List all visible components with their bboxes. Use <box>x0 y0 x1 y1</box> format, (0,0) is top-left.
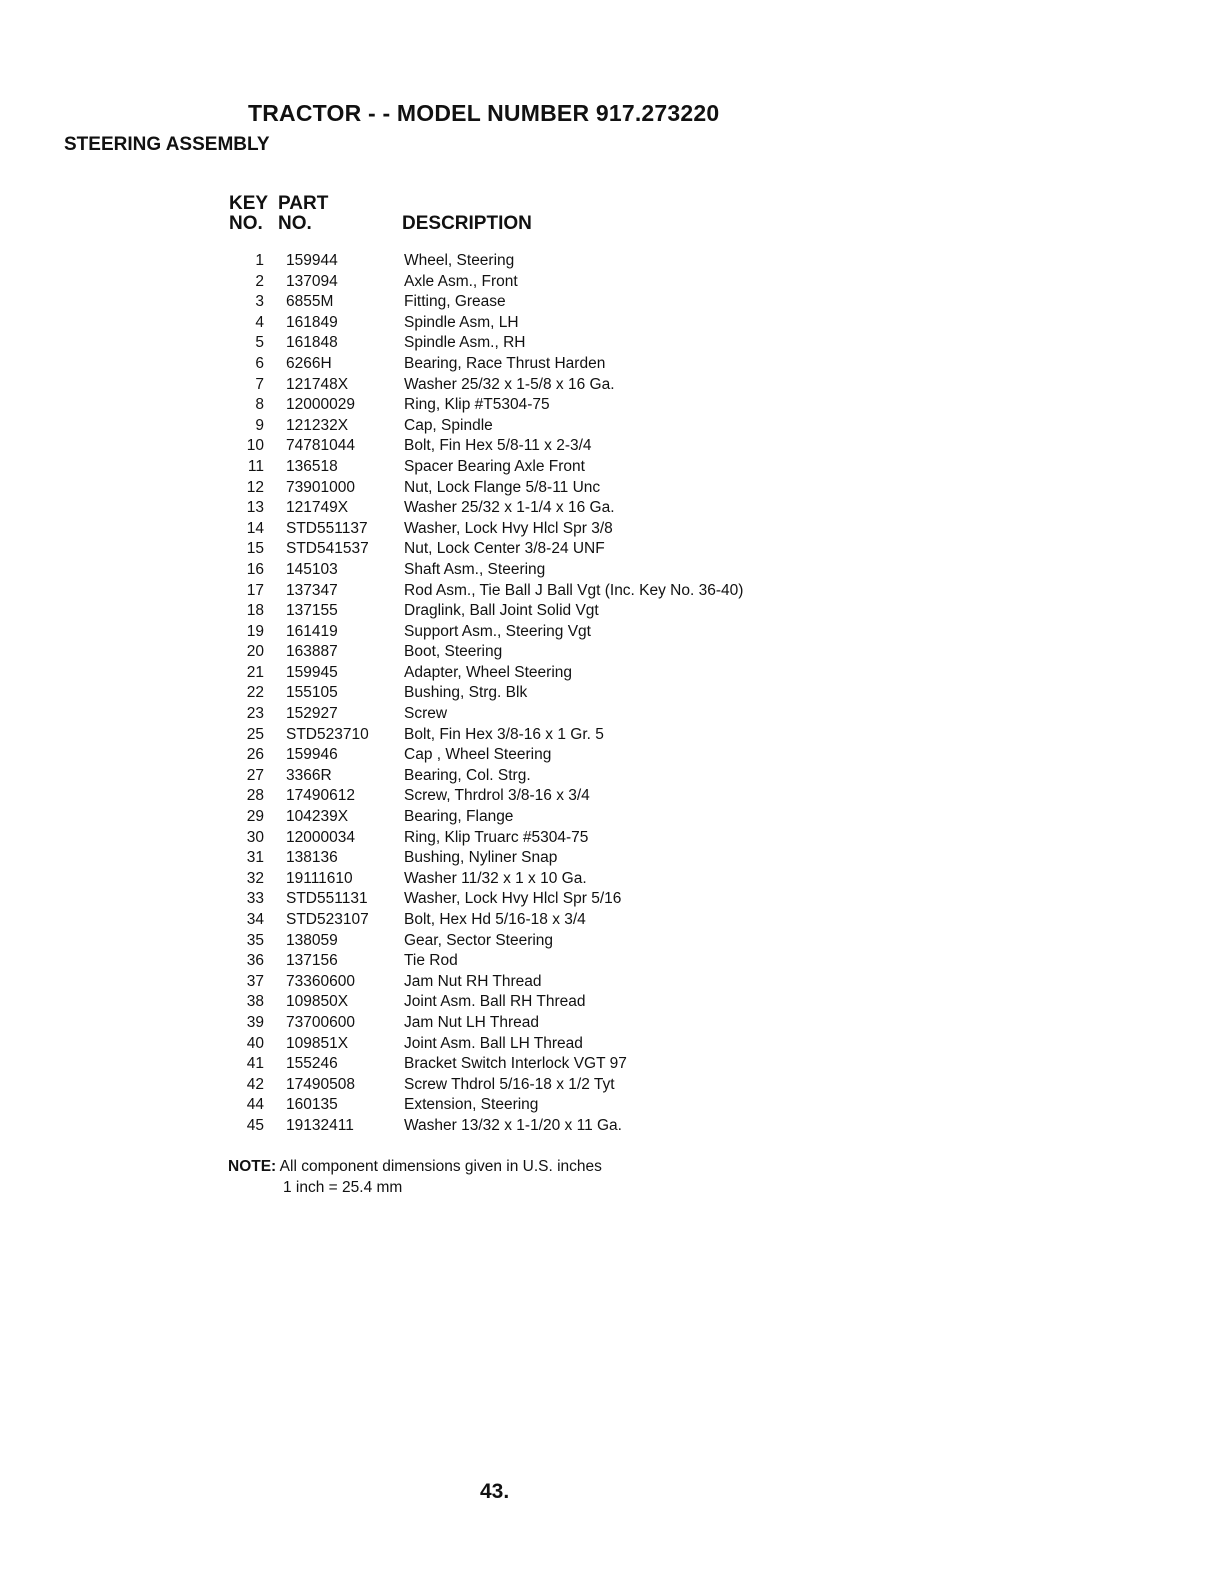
key-number: 34 <box>246 911 264 928</box>
part-description: Axle Asm., Front <box>404 272 518 290</box>
key-number: 37 <box>246 972 264 990</box>
key-number: 15 <box>246 540 264 558</box>
part-number: 145103 <box>286 560 338 578</box>
table-row <box>228 622 928 643</box>
part-column-header-line2: NO. <box>278 213 312 234</box>
key-number: 5 <box>255 334 264 352</box>
key-number: 32 <box>246 869 264 887</box>
key-number: 8 <box>255 396 264 414</box>
part-description: Bearing, Race Thrust Harden <box>404 354 606 372</box>
table-row <box>228 272 928 293</box>
part-description: Cap, Spindle <box>404 416 493 434</box>
part-number: STD523710 <box>286 725 369 743</box>
table-row <box>228 416 928 437</box>
parts-list <box>228 251 928 1137</box>
table-row <box>228 560 928 581</box>
part-number: 163887 <box>286 643 338 661</box>
part-number: 73901000 <box>286 478 355 496</box>
note-line2: 1 inch = 25.4 mm <box>283 1179 403 1196</box>
part-number: 161849 <box>286 313 338 331</box>
key-number: 10 <box>246 437 264 455</box>
key-number: 29 <box>246 808 264 826</box>
table-row <box>228 457 928 478</box>
part-number: 161419 <box>286 622 338 640</box>
part-number: 138136 <box>286 849 338 867</box>
key-column-header-line1: KEY <box>229 193 269 214</box>
part-number: 138059 <box>286 931 338 949</box>
part-number: 73360600 <box>286 972 355 990</box>
part-number: 121748X <box>286 375 349 393</box>
part-description: Bolt, Fin Hex 5/8-11 x 2-3/4 <box>404 437 592 455</box>
key-number: 4 <box>255 313 264 331</box>
table-row <box>228 848 928 869</box>
part-description: Nut, Lock Flange 5/8-11 Unc <box>404 478 601 496</box>
part-description: Washer, Lock Hvy Hlcl Spr 3/8 <box>404 519 613 537</box>
table-row <box>228 581 928 602</box>
part-description: Rod Asm., Tie Ball J Ball Vgt (Inc. Key No. 36-40) <box>404 581 744 599</box>
part-number: 109851X <box>286 1034 349 1052</box>
part-number: 17490508 <box>286 1075 355 1093</box>
description-column-header: DESCRIPTION <box>402 213 532 234</box>
table-row <box>228 519 928 540</box>
part-number: 161848 <box>286 334 338 352</box>
part-number: 160135 <box>286 1096 338 1114</box>
part-description: Draglink, Ball Joint Solid Vgt <box>404 602 599 620</box>
part-number: 104239X <box>286 808 349 826</box>
key-number: 21 <box>246 663 264 681</box>
table-row <box>228 663 928 684</box>
part-number: 19132411 <box>286 1116 354 1134</box>
part-number: 155246 <box>286 1055 338 1073</box>
page-number: 43. <box>480 1480 510 1503</box>
key-number: 17 <box>246 581 264 599</box>
key-number: 35 <box>246 931 264 949</box>
table-row <box>228 745 928 766</box>
part-number: 137155 <box>286 602 338 620</box>
part-description: Spacer Bearing Axle Front <box>404 457 585 475</box>
key-number: 41 <box>246 1055 264 1073</box>
part-description: Cap , Wheel Steering <box>404 746 552 764</box>
part-description: Joint Asm. Ball LH Thread <box>404 1034 583 1052</box>
key-number: 44 <box>246 1096 264 1114</box>
part-description: Gear, Sector Steering <box>404 931 554 949</box>
page-title: TRACTOR - - MODEL NUMBER 917.273220 <box>248 100 720 126</box>
part-number: 19111610 <box>286 869 353 887</box>
key-number: 20 <box>246 643 264 661</box>
part-description: Bolt, Hex Hd 5/16-18 x 3/4 <box>404 911 586 928</box>
part-number: 6855M <box>286 293 334 311</box>
key-number: 22 <box>246 684 264 702</box>
table-row <box>228 704 928 725</box>
key-number: 12 <box>246 478 264 496</box>
table-row <box>228 910 928 931</box>
part-number: 6266H <box>286 354 332 372</box>
table-row <box>228 498 928 519</box>
table-row <box>228 1034 928 1055</box>
table-row <box>228 395 928 416</box>
part-number: 121749X <box>286 499 349 517</box>
part-number: 12000034 <box>286 828 355 846</box>
part-description: Screw Thdrol 5/16-18 x 1/2 Tyt <box>404 1075 615 1093</box>
table-row <box>228 1116 928 1137</box>
key-number: 42 <box>246 1075 264 1093</box>
table-row <box>228 539 928 560</box>
table-row <box>228 807 928 828</box>
key-number: 11 <box>247 457 264 475</box>
key-number: 6 <box>255 354 264 372</box>
part-description: Extension, Steering <box>404 1096 539 1114</box>
part-description: Tie Rod <box>404 952 458 970</box>
key-number: 39 <box>246 1013 264 1031</box>
part-description: Adapter, Wheel Steering <box>404 663 573 681</box>
part-description: Washer, Lock Hvy Hlcl Spr 5/16 <box>404 890 622 908</box>
key-number: 16 <box>246 560 264 578</box>
part-description: Washer 13/32 x 1-1/20 x 11 Ga. <box>404 1116 622 1134</box>
table-row <box>228 889 928 910</box>
note-label: NOTE: <box>228 1158 277 1175</box>
part-description: Spindle Asm., RH <box>404 334 526 352</box>
part-description: Joint Asm. Ball RH Thread <box>404 993 586 1011</box>
table-row <box>228 478 928 499</box>
part-description: Screw, Thrdrol 3/8-16 x 3/4 <box>404 787 590 805</box>
table-row <box>228 725 928 746</box>
part-number: 121232X <box>286 416 349 434</box>
key-number: 19 <box>246 622 264 640</box>
part-number: 159944 <box>286 252 338 269</box>
key-number: 28 <box>246 787 264 805</box>
key-number: 7 <box>255 375 264 393</box>
table-row <box>228 828 928 849</box>
table-row <box>228 1054 928 1075</box>
part-number: 159945 <box>286 663 338 681</box>
part-number: STD551137 <box>286 519 368 537</box>
key-number: 26 <box>246 746 264 764</box>
part-number: STD551131 <box>286 890 368 908</box>
part-number: STD523107 <box>286 911 369 928</box>
part-number: 136518 <box>286 457 338 475</box>
part-description: Shaft Asm., Steering <box>404 560 546 578</box>
part-description: Jam Nut LH Thread <box>404 1013 539 1031</box>
part-description: Support Asm., Steering Vgt <box>404 622 591 640</box>
part-description: Nut, Lock Center 3/8-24 UNF <box>404 540 605 558</box>
key-number: 1 <box>255 252 264 269</box>
table-row <box>228 972 928 993</box>
key-number: 9 <box>255 416 264 434</box>
part-number: 137347 <box>286 581 338 599</box>
key-number: 27 <box>246 766 264 784</box>
key-number: 2 <box>255 272 264 290</box>
part-number: 12000029 <box>286 396 355 414</box>
table-row <box>228 951 928 972</box>
table-row <box>228 251 928 272</box>
key-column-header-line2: NO. <box>229 213 263 234</box>
part-number: 152927 <box>286 705 338 723</box>
part-number: 155105 <box>286 684 338 702</box>
part-description: Ring, Klip #T5304-75 <box>404 396 550 414</box>
table-row <box>228 786 928 807</box>
key-number: 36 <box>246 952 264 970</box>
table-row <box>228 992 928 1013</box>
part-description: Ring, Klip Truarc #5304-75 <box>404 828 589 846</box>
part-number: 109850X <box>286 993 349 1011</box>
table-row <box>228 313 928 334</box>
part-description: Bolt, Fin Hex 3/8-16 x 1 Gr. 5 <box>404 725 604 743</box>
part-number: 3366R <box>286 766 332 784</box>
key-number: 31 <box>246 849 264 867</box>
table-row <box>228 333 928 354</box>
part-description: Bushing, Strg. Blk <box>404 684 528 702</box>
part-description: Wheel, Steering <box>404 252 515 269</box>
table-row <box>228 931 928 952</box>
key-number: 14 <box>246 519 264 537</box>
key-number: 38 <box>246 993 264 1011</box>
dimension-note <box>228 1156 602 1198</box>
table-row <box>228 1013 928 1034</box>
key-number: 33 <box>246 890 264 908</box>
part-description: Washer 25/32 x 1-1/4 x 16 Ga. <box>404 499 615 517</box>
part-description: Boot, Steering <box>404 643 503 661</box>
part-description: Bearing, Flange <box>404 808 514 826</box>
table-row <box>228 1095 928 1116</box>
part-description: Jam Nut RH Thread <box>404 972 542 990</box>
table-row <box>228 292 928 313</box>
key-number: 25 <box>246 725 264 743</box>
part-number: 73700600 <box>286 1013 355 1031</box>
table-row <box>228 869 928 890</box>
part-number: STD541537 <box>286 540 369 558</box>
section-title: STEERING ASSEMBLY <box>64 134 270 155</box>
key-number: 23 <box>246 705 264 723</box>
note-line1: All component dimensions given in U.S. inches <box>279 1158 602 1175</box>
table-row <box>228 601 928 622</box>
table-row <box>228 642 928 663</box>
key-number: 3 <box>255 293 264 311</box>
part-column-header-line1: PART <box>278 193 329 214</box>
part-description: Spindle Asm, LH <box>404 313 519 331</box>
key-number: 40 <box>246 1034 264 1052</box>
part-description: Bearing, Col. Strg. <box>404 766 531 784</box>
part-number: 159946 <box>286 746 338 764</box>
part-description: Screw <box>404 705 448 723</box>
part-description: Bushing, Nyliner Snap <box>404 849 558 867</box>
part-number: 17490612 <box>286 787 355 805</box>
key-number: 18 <box>246 602 264 620</box>
table-row <box>228 1075 928 1096</box>
table-row <box>228 766 928 787</box>
part-description: Washer 11/32 x 1 x 10 Ga. <box>404 869 587 887</box>
part-description: Fitting, Grease <box>404 293 506 311</box>
part-number: 137156 <box>286 952 338 970</box>
table-row <box>228 683 928 704</box>
part-description: Washer 25/32 x 1-5/8 x 16 Ga. <box>404 375 615 393</box>
table-row <box>228 436 928 457</box>
key-number: 13 <box>246 499 264 517</box>
part-number: 74781044 <box>286 437 355 455</box>
key-number: 30 <box>246 828 264 846</box>
table-row <box>228 375 928 396</box>
key-number: 45 <box>246 1116 264 1134</box>
part-number: 137094 <box>286 272 338 290</box>
part-description: Bracket Switch Interlock VGT 97 <box>404 1055 627 1073</box>
table-row <box>228 354 928 375</box>
